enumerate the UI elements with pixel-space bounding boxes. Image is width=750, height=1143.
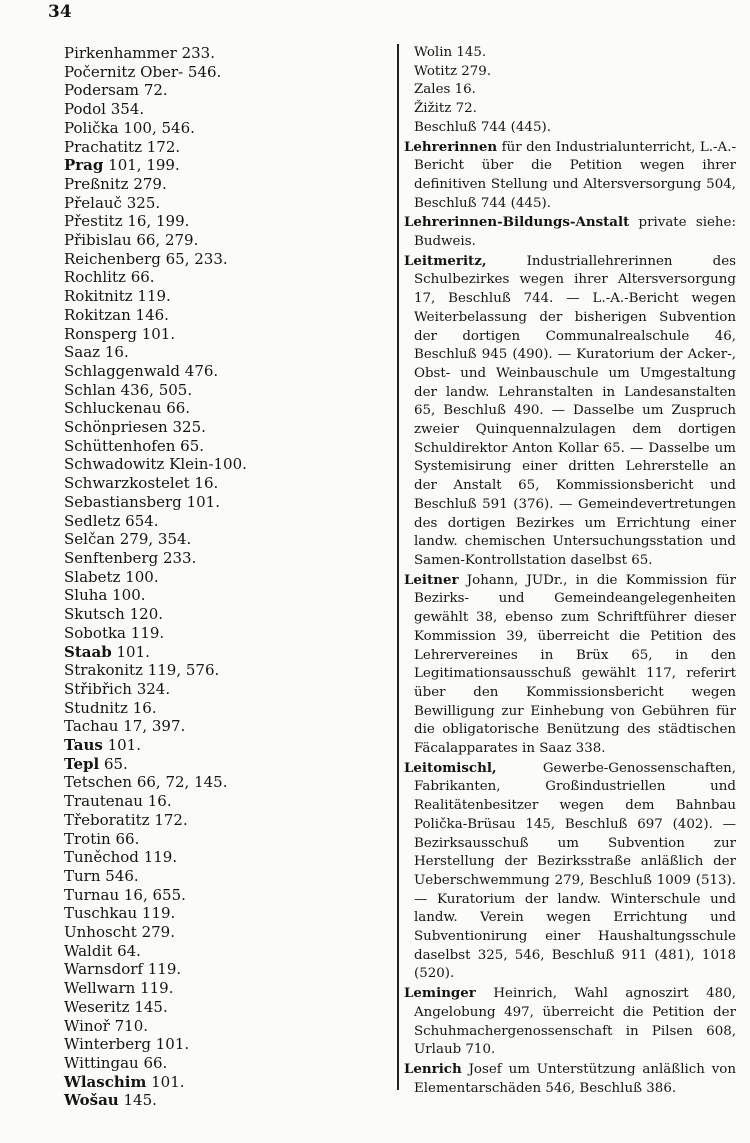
index-entry [64,1035,364,1054]
entry-refs: 119. [140,979,174,998]
entry-name: Skutsch [64,605,125,624]
entry-name: Unhoscht [64,923,137,942]
index-entry [64,512,364,531]
index-entry [404,571,736,759]
index-entry [64,848,364,867]
entry-name: Taus [64,736,103,755]
entry-name: Schönpriesen [64,418,168,437]
entry-name: Saaz [64,343,101,362]
index-entry [404,984,736,1060]
index-entry [64,699,364,718]
entry-refs: 279. [133,174,167,193]
entry-name: Rokitzan [64,305,131,324]
entry-heading: Lenrich [404,1060,462,1077]
entry-name: Prachatitz [64,137,142,156]
index-entry [64,100,364,119]
entry-name: Staab [64,642,112,661]
index-entry [64,287,364,306]
entry-name: Winterberg [64,1035,151,1054]
entry-refs: 710. [114,1016,149,1035]
index-entry [64,325,364,344]
index-entry [64,979,364,998]
entry-name: Warnsdorf [64,960,143,979]
entry-refs: 16. [104,343,129,362]
entry-refs: 325. [126,193,161,212]
entry-name: Prag [64,156,104,175]
entry-name: Slabetz [64,567,121,586]
entry-name: Senftenberg [64,548,159,567]
continuation-line: Žižitz 72. [414,101,477,117]
entry-name: Střibřich [64,679,132,698]
entry-refs: 16, 199. [127,212,190,231]
entry-refs: 100. [125,567,159,586]
entry-refs: 16, 655. [123,885,186,904]
index-entry [64,362,364,381]
index-entry [64,624,364,643]
entry-name: Schlaggenwald [64,361,181,380]
index-entry [64,250,364,269]
entry-name: Podol [64,100,106,119]
entry-name: Trotin [64,829,111,848]
index-entry [64,63,364,82]
entry-refs: 279. [141,923,175,942]
index-entry [404,213,736,251]
entry-refs: Klein-100. [169,455,247,474]
entry-name: Pirkenhammer [64,44,177,62]
index-left-column [64,44,364,1110]
entry-text: Johann, JUDr., in die Kommission für Bezirks- und Gemeindeangelegenheiten gewählt 38, ebenso zum Schriftführer dieser Kommission 39, überreicht die Petition des Lehrervereines in Brüx 65, in den Legitimationsausschuß gewählt 117, referirt über den Kommissionsbericht wegen Bewilligung zur Einhebung von Gebühren für die obligatorische Benützung des städtischen Fäcalapparates in Saaz 338. [414,572,737,757]
index-entry [64,493,364,512]
entry-refs: 654. [125,511,159,530]
entry-refs: 119. [147,960,182,979]
entry-text: für den Industrialunterricht, L.-A.-Bericht über die Petition wegen ihrer definitiven Stellung und Altersversorgung 504, Beschluß 744 (445). [414,139,736,211]
index-right-column [404,44,736,1098]
entry-refs: 66. [166,399,191,418]
continuation-line: Beschluß 744 (445). [414,119,551,135]
entry-name: Podersam [64,81,140,100]
entry-text: Gewerbe-Genossenschaften, Fabrikanten, Großindustriellen und Realitätenbesitzer wegen dem Bahnbau Polička-Brüsau 145, Beschluß 697 (402). — Bezirksausschuß um Subvention zur Herstellung der Bezirksstraße anläßlich der Ueberschwemmung 279, Beschluß 1009 (513). — Kuratorium der landw. Winterschule und landw. Verein wegen Errichtung und Subventionirung einer Haushaltungsschule daselbst 325, 546, Beschluß 911 (481), 1018 (520). [414,760,736,982]
entry-name: Turnau [64,885,120,904]
entry-refs: 233. [181,44,215,62]
index-entry [404,252,736,571]
index-entry [404,759,736,984]
continuation-line: Zales 16. [414,82,476,98]
index-entry [64,530,364,549]
entry-refs: 101. [186,492,220,511]
entry-refs: 100. [112,586,146,605]
index-entry [64,212,364,231]
entry-refs: 120. [129,605,164,624]
entry-refs: 172. [154,810,188,829]
index-entry [64,960,364,979]
index-entry [64,886,364,905]
entry-refs: 72. [143,81,168,100]
entry-refs: 146. [135,305,169,324]
index-entry [64,736,364,755]
entry-name: Tuněchod [64,848,139,867]
entry-name: Ronsperg [64,324,137,343]
index-entry [64,904,364,923]
entry-name: Preßnitz [64,174,129,193]
entry-name: Wellwarn [64,979,136,998]
entry-name: Waldit [64,941,113,960]
entry-name: Reichenberg [64,249,161,268]
continuation-line: Wolin 145. [414,45,487,60]
index-entry [64,194,364,213]
index-entry [64,792,364,811]
entry-heading: Leitmeritz, [404,252,487,269]
entry-name: Trautenau [64,792,143,811]
entry-refs: 101. [107,736,141,755]
entry-name: Sebastiansberg [64,492,182,511]
index-entry [64,81,364,100]
index-entry [64,175,364,194]
entry-refs: 145. [123,1091,157,1110]
index-entry [404,1060,736,1098]
entry-text: Heinrich, Wahl agnoszirt 480, Angelobung 497, überreicht die Petition der Schuhmachergenossenschaft in Pilsen 608, Urlaub 710. [414,986,736,1058]
index-entry [64,605,364,624]
entry-refs: 119. [141,904,176,923]
entry-refs: 101. [151,1072,185,1091]
entry-name: Studnitz [64,698,128,717]
entry-name: Přibislau [64,231,132,250]
entry-heading: Lehrerinnen-Bildungs-Anstalt [404,214,630,231]
entry-text: private siehe: Budweis. [414,215,736,250]
entry-refs: 279, 354. [119,530,192,549]
entry-refs: 172. [146,137,181,156]
index-entry [64,44,364,63]
index-entry [64,138,364,157]
entry-name: Weseritz [64,997,130,1016]
entry-name: Turn [64,866,101,885]
entry-name: Počernitz [64,62,136,81]
entry-name: Tetschen [64,773,133,792]
index-entry [64,474,364,493]
entry-heading: Leitomischl, [404,759,497,776]
index-entry [64,867,364,886]
entry-name: Strakonitz [64,661,143,680]
entry-refs: 66. [115,829,140,848]
entry-refs: 66. [143,1053,168,1072]
index-entry [64,773,364,792]
entry-heading: Lehrerinnen [404,138,498,155]
entry-refs: 145. [134,997,168,1016]
entry-name: Sedletz [64,511,121,530]
entry-name: Schlan [64,380,116,399]
entry-refs: 16. [194,474,219,493]
index-entry [64,568,364,587]
entry-name: Přelauč [64,193,122,212]
index-entry [64,586,364,605]
entry-refs: 16. [132,698,157,717]
index-entry [64,418,364,437]
entry-name: Rochlitz [64,268,126,287]
index-entry [64,661,364,680]
entry-heading: Leitner [404,571,459,588]
entry-name: Třeboratitz [64,810,150,829]
entry-refs: 325. [172,418,206,437]
entry-refs: 546. [105,866,139,885]
index-entry [64,643,364,662]
index-entry [64,268,364,287]
entry-refs: Ober- 546. [140,62,222,81]
entry-refs: 65. [180,436,205,455]
entry-name: Tuschkau [64,904,138,923]
continuation-line: Wotitz 279. [414,63,492,79]
index-entry [64,942,364,961]
index-entry [64,1017,364,1036]
entry-name: Schwarzkostelet [64,474,190,493]
index-entry [64,680,364,699]
entry-name: Rokitnitz [64,287,133,306]
entry-refs: 101. [155,1035,190,1054]
index-entry [64,811,364,830]
index-entry [64,437,364,456]
index-entry [64,156,364,175]
entry-refs: 354. [110,100,145,119]
entry-name: Schwadowitz [64,455,165,474]
entry-name: Schüttenhofen [64,436,176,455]
entry-heading: Leminger [404,985,476,1002]
entry-name: Wlaschim [64,1072,147,1091]
entry-name: Wittingau [64,1053,139,1072]
index-entry [64,1073,364,1092]
index-entry [64,1091,364,1110]
index-entry [64,998,364,1017]
entry-refs: 64. [117,941,141,960]
entry-name: Tachau [64,717,119,736]
entry-refs: 476. [184,361,219,380]
index-entry [64,923,364,942]
entry-refs: 66, 72, 145. [136,773,228,792]
index-entry [64,455,364,474]
entry-refs: 119. [137,287,171,306]
entry-refs: 17, 397. [123,717,186,736]
entry-text: Industriallehrerinnen des Schulbezirkes wegen ihrer Altersversorgung 17, Beschluß 744. — L.-A.-Bericht wegen Weiterbelassung der bisherigen Subvention der dortigen Communalrealschule 46, Beschluß 945 (490). — Kuratorium der Acker-, Obst- und Weinbauschule um Umgestaltung der landw. Lehranstalten in Landesanstalten 65, Beschluß 490. — Dasselbe um Zuspruch zweier Quinquennalzulagen dem dortigen Schuldirektor Anton Kollar 65. — Dasselbe um Systemisirung einer dritten Lehrerstelle an der Anstalt 65, Kommissionsbericht und Beschluß 591 (376). — Gemeindevertretungen des dortigen Bezirkes um Errichtung einer landw. chemischen Untersuchungsstation und Samen-Kontrollstation daselbst 65. [414,253,736,568]
index-entry [64,343,364,362]
index-entry [64,1054,364,1073]
entry-refs: 100, 546. [123,118,195,137]
index-entry [64,306,364,325]
entry-refs: 324. [136,679,171,698]
index-entry [64,717,364,736]
entry-refs: 233. [162,548,197,567]
entry-name: Tepl [64,754,100,773]
column-divider [397,44,399,1090]
entry-refs: 101. [116,642,150,661]
entry-name: Selčan [64,530,115,549]
index-entry [64,755,364,774]
entry-refs: 101. [141,324,176,343]
entry-name: Sobotka [64,623,126,642]
entry-refs: 436, 505. [120,380,193,399]
entry-refs: 65, 233. [165,249,228,268]
page-number: 34 [48,2,72,22]
index-entry [64,830,364,849]
entry-name: Schluckenau [64,399,162,418]
entry-refs: 65. [103,754,128,773]
index-entry [64,549,364,568]
index-entry [404,138,736,214]
entry-name: Přestitz [64,212,123,231]
entry-text: Josef um Unterstützung anläßlich von Elementarschäden 546, Beschluß 386. [414,1061,736,1096]
entry-name: Polička [64,118,119,137]
entry-refs: 119. [143,848,178,867]
entry-name: Sluha [64,586,108,605]
index-entry [64,119,364,138]
entry-refs: 16. [147,792,172,811]
entry-refs: 101, 199. [108,156,180,175]
index-entry [64,231,364,250]
entry-refs: 119. [130,623,165,642]
entry-refs: 66, 279. [136,231,199,250]
index-entry [64,399,364,418]
entry-name: Wošau [64,1091,119,1110]
entry-name: Winoř [64,1016,110,1035]
entry-refs: 119, 576. [147,661,220,680]
index-entry [64,381,364,400]
entry-refs: 66. [130,268,155,287]
